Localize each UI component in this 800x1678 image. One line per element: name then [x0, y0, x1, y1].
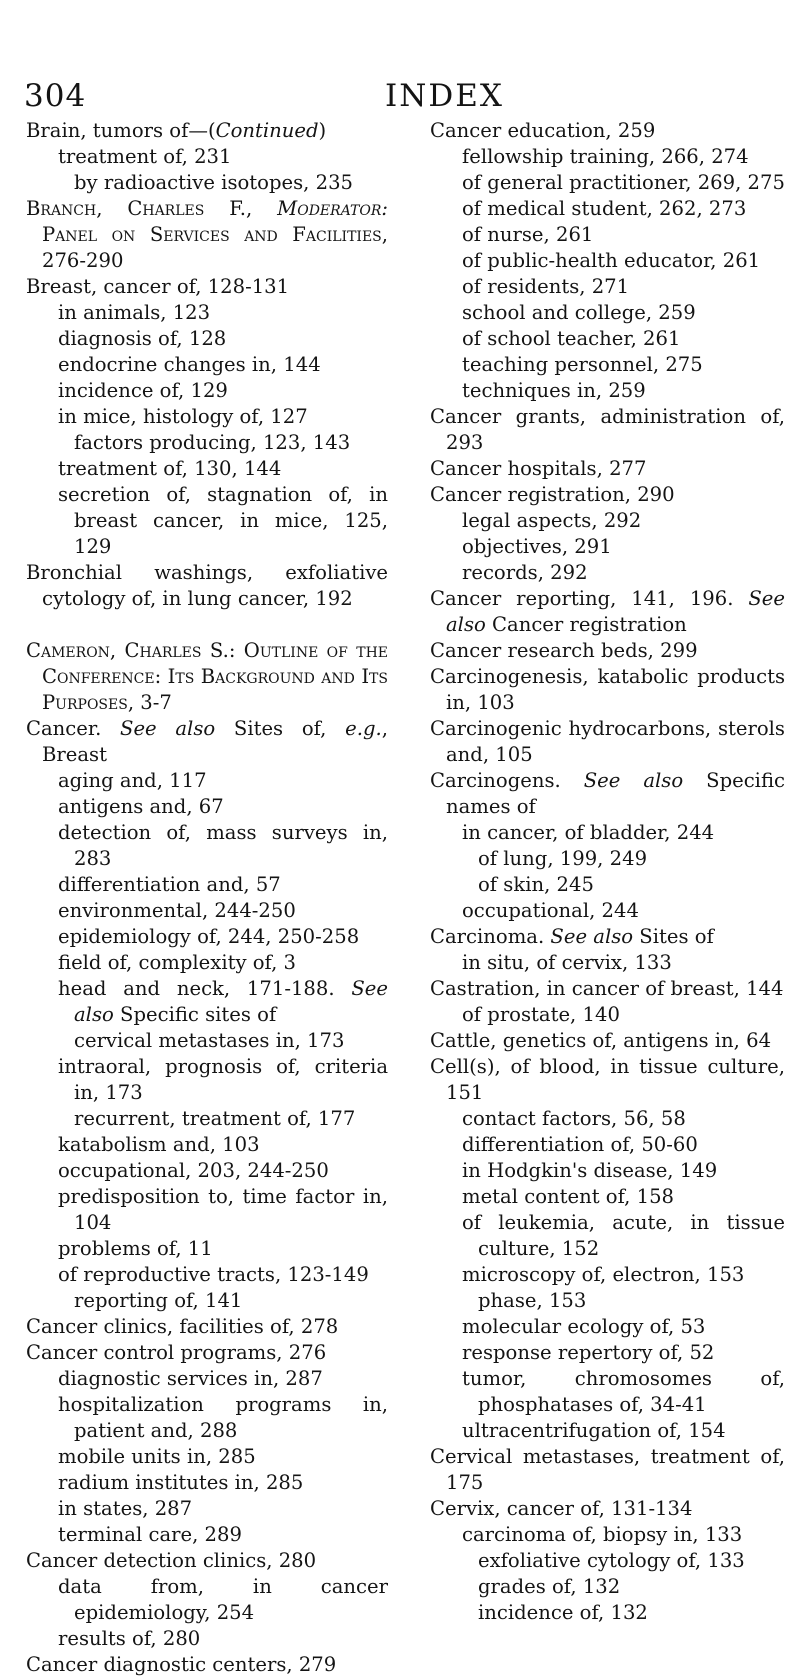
index-subentry: school and college, 259 [462, 301, 696, 324]
index-subentry: results of, 280 [58, 1627, 201, 1650]
index-subentry: teaching personnel, 275 [462, 353, 703, 376]
index-entry: Castration, in cancer of breast, 144 [430, 977, 784, 1000]
index-subentry: of public-health educator, 261 [462, 249, 761, 272]
index-subentry: records, 292 [462, 561, 588, 584]
index-subentry: in cancer, of bladder, 244 [462, 821, 715, 844]
index-subsubentry: reporting of, 141 [74, 1289, 243, 1312]
index-entry: Carcinogenesis, katabolic products in, 103 [430, 665, 785, 714]
index-subentry: terminal care, 289 [58, 1523, 242, 1546]
index-subentry: occupational, 203, 244-250 [58, 1159, 329, 1182]
index-subsubentry: cervical metastases in, 173 [74, 1029, 345, 1052]
index-entry: Cervical metastases, treatment of, 175 [430, 1445, 785, 1494]
index-subentry: head and neck, 171-188. See also Specific sites of [58, 977, 388, 1026]
index-subentry: predisposition to, time factor in, 104 [58, 1185, 388, 1234]
index-entry: Cancer clinics, facilities of, 278 [26, 1315, 339, 1338]
index-subentry: treatment of, 130, 144 [58, 457, 282, 480]
index-subentry: in animals, 123 [58, 301, 211, 324]
index-subentry: of leukemia, acute, in tissue culture, 152 [462, 1211, 785, 1260]
index-subentry: occupational, 244 [462, 899, 639, 922]
index-subentry: tumor, chromosomes of, phosphatases of, 34-41 [462, 1367, 785, 1416]
index-entry: Cancer control programs, 276 [26, 1341, 327, 1364]
index-subentry: ultracentrifugation of, 154 [462, 1419, 726, 1442]
index-subentry: of general practitioner, 269, 275 [462, 171, 785, 194]
index-entry: Cattle, genetics of, antigens in, 64 [430, 1029, 772, 1052]
index-entry-author: Cameron, Charles S.: Outline of the Conference: Its Background and Its Purposes, 3-7 [26, 639, 388, 714]
index-subentry: fellowship training, 266, 274 [462, 145, 749, 168]
index-subentry: response repertory of, 52 [462, 1341, 715, 1364]
index-subentry: in Hodgkin's disease, 149 [462, 1159, 718, 1182]
index-subentry: field of, complexity of, 3 [58, 951, 297, 974]
index-subsubentry: of lung, 199, 249 [478, 847, 648, 870]
index-subentry: of residents, 271 [462, 275, 630, 298]
index-entry: Carcinogens. See also Specific names of [430, 769, 785, 818]
index-subentry: microscopy of, electron, 153 [462, 1263, 745, 1286]
index-subentry: hospitalization programs in, patient and, 288 [58, 1393, 388, 1442]
index-subsubentry: phase, 153 [478, 1289, 587, 1312]
index-entry: Carcinogenic hydrocarbons, sterols and, 105 [430, 717, 785, 766]
index-subentry: secretion of, stagnation of, in breast cancer, in mice, 125, 129 [58, 483, 388, 558]
index-subsubentry: of skin, 245 [478, 873, 594, 896]
index-subentry: diagnosis of, 128 [58, 327, 227, 350]
index-subsubentry: recurrent, treatment of, 177 [74, 1107, 356, 1130]
index-subentry: in states, 287 [58, 1497, 193, 1520]
index-subsubentry: exfoliative cytology of, 133 [478, 1549, 745, 1572]
index-subentry: treatment of, 231 [58, 145, 232, 168]
index-entry: Cancer research beds, 299 [430, 639, 698, 662]
index-subsubentry: grades of, 132 [478, 1575, 621, 1598]
index-subentry: problems of, 11 [58, 1237, 213, 1260]
index-subentry: differentiation and, 57 [58, 873, 281, 896]
index-subentry: endocrine changes in, 144 [58, 353, 321, 376]
index-subentry: of reproductive tracts, 123-149 [58, 1263, 369, 1286]
index-subentry: metal content of, 158 [462, 1185, 675, 1208]
index-subentry: in mice, histology of, 127 [58, 405, 308, 428]
index-entry: Cancer. See also Sites of, e.g., Breast [26, 717, 388, 766]
index-entry: Cancer grants, administration of, 293 [430, 405, 785, 454]
index-entry: Cell(s), of blood, in tissue culture, 151 [430, 1055, 785, 1104]
index-entry: Cancer education, 259 [430, 119, 656, 142]
index-subentry: radium institutes in, 285 [58, 1471, 304, 1494]
index-column-left [26, 118, 388, 1678]
index-subentry: legal aspects, 292 [462, 509, 642, 532]
index-subentry: contact factors, 56, 58 [462, 1107, 686, 1130]
index-subsubentry: incidence of, 132 [478, 1601, 648, 1624]
index-subentry: detection of, mass surveys in, 283 [58, 821, 388, 870]
index-subsubentry: by radioactive isotopes, 235 [74, 171, 354, 194]
index-subentry: katabolism and, 103 [58, 1133, 260, 1156]
index-entry: Cancer reporting, 141, 196. See also Cancer registration [430, 587, 785, 636]
index-subentry: of prostate, 140 [462, 1003, 620, 1026]
index-column-right [430, 118, 785, 1626]
index-subentry: of nurse, 261 [462, 223, 594, 246]
index-subentry: data from, in cancer epidemiology, 254 [58, 1575, 388, 1624]
index-subsubentry: factors producing, 123, 143 [74, 431, 351, 454]
index-entry: Cervix, cancer of, 131-134 [430, 1497, 693, 1520]
index-entry: Cancer diagnostic centers, 279 [26, 1653, 337, 1676]
index-subentry: objectives, 291 [462, 535, 612, 558]
index-subentry: in situ, of cervix, 133 [462, 951, 672, 974]
index-entry: Cancer registration, 290 [430, 483, 675, 506]
page-title: INDEX [385, 78, 504, 114]
index-subentry: incidence of, 129 [58, 379, 228, 402]
index-entry: Breast, cancer of, 128-131 [26, 275, 290, 298]
index-subentry: of school teacher, 261 [462, 327, 681, 350]
page-number: 304 [24, 78, 87, 114]
index-entry: Brain, tumors of—(Continued) [26, 119, 327, 142]
index-subentry: environmental, 244-250 [58, 899, 296, 922]
index-subentry: aging and, 117 [58, 769, 207, 792]
index-subentry: differentiation of, 50-60 [462, 1133, 698, 1156]
index-subentry: epidemiology of, 244, 250-258 [58, 925, 360, 948]
index-entry: Cancer hospitals, 277 [430, 457, 647, 480]
index-subentry: mobile units in, 285 [58, 1445, 256, 1468]
index-subentry: intraoral, prognosis of, criteria in, 173 [58, 1055, 388, 1104]
index-entry: Carcinoma. See also Sites of [430, 925, 714, 948]
index-subentry: molecular ecology of, 53 [462, 1315, 706, 1338]
index-subentry: antigens and, 67 [58, 795, 224, 818]
index-subentry: of medical student, 262, 273 [462, 197, 747, 220]
index-entry: Bronchial washings, exfoliative cytology of, in lung cancer, 192 [26, 561, 388, 610]
index-entry-author: Branch, Charles F., Moderator: Panel on Services and Facilities, 276-290 [26, 197, 388, 272]
index-subentry: carcinoma of, biopsy in, 133 [462, 1523, 743, 1546]
index-entry: Cancer detection clinics, 280 [26, 1549, 317, 1572]
index-subentry: techniques in, 259 [462, 379, 646, 402]
index-subentry: diagnostic services in, 287 [58, 1367, 323, 1390]
